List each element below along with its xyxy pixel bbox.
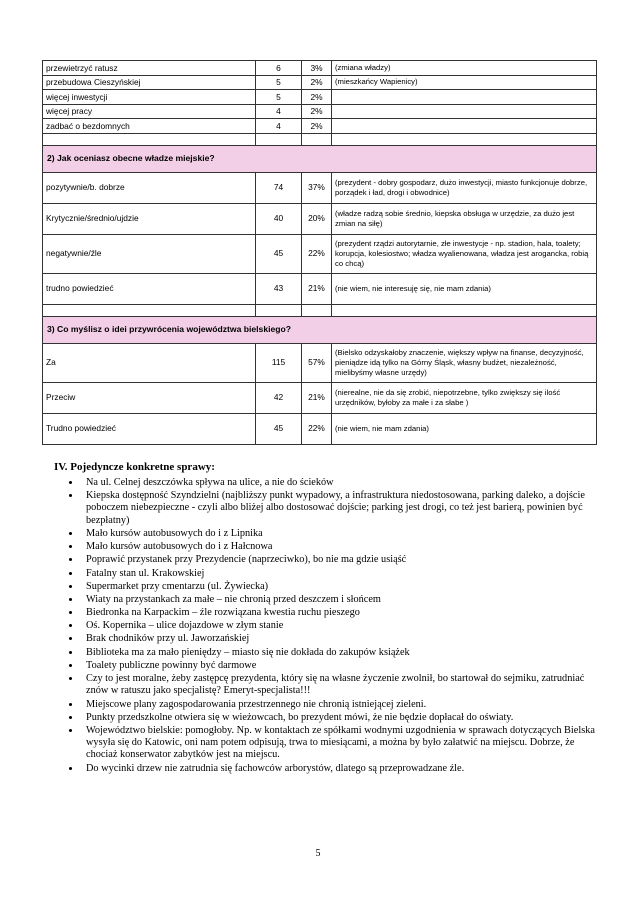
table-row bbox=[43, 273, 597, 304]
row-comment: (mieszkańcy Wapienicy) bbox=[332, 75, 597, 90]
table-row bbox=[43, 172, 597, 203]
row-comment: (nierealne, nie da się zrobić, niepotrzebne, tylko zwiększy się ilość urzędników, byłoby za małe i za słabe ) bbox=[332, 382, 597, 413]
spacer-row bbox=[43, 304, 597, 316]
list-item: • Supermarket przy cmentarzu (ul. Żywiecka) bbox=[81, 581, 601, 593]
list-item: • Biedronka na Karpackim – źle rozwiązana kwestia ruchu pieszego bbox=[81, 607, 601, 619]
row-percent: 2% bbox=[302, 90, 332, 105]
page-number: 5 bbox=[315, 848, 321, 859]
row-comment bbox=[332, 104, 597, 119]
list-item: • Mało kursów autobusowych do i z Hałcnowa bbox=[81, 541, 601, 553]
row-percent: 22% bbox=[302, 234, 332, 273]
row-count: 74 bbox=[256, 172, 302, 203]
row-count: 4 bbox=[256, 104, 302, 119]
question-3-title: 3) Co myślisz o idei przywrócenia województwa bielskiego? bbox=[43, 316, 597, 343]
list-item: • Województwo bielskie: pomogłoby. Np. w kontaktach ze spółkami wodnymi uzgodnienia w sprawach dotyczących Bielska wysyła się do Katowic, oni nam potem odpisują, trwa to miesiącami, a można by było załatwić na miejscu. Dobrze, że chociaż konserwator zabytków jest na miejscu. bbox=[81, 725, 601, 762]
row-comment: (nie wiem, nie mam zdania) bbox=[332, 413, 597, 444]
row-percent: 20% bbox=[302, 203, 332, 234]
table-row bbox=[43, 413, 597, 444]
list-item: • Brak chodników przy ul. Jaworzańskiej bbox=[81, 633, 601, 645]
row-count: 5 bbox=[256, 90, 302, 105]
row-comment: (Bielsko odzyskałoby znaczenie, większy wpływ na finanse, decyzyjność, pieniądze idą tylko na Górny Śląsk, własny budżet, niezależność, mielibyśmy własne urzędy) bbox=[332, 343, 597, 382]
row-count: 45 bbox=[256, 413, 302, 444]
list-item: • Kiepska dostępność Szyndzielni (najbliższy punkt wypadowy, a infrastruktura niedostosowana, parking daleko, a dojście poboczem niebezpieczne - czyli albo bliżej albo dostosować dojście; parking jest drogi, co też jest barierą, powinien być bezpłatny) bbox=[81, 490, 601, 527]
row-comment bbox=[332, 90, 597, 105]
table-row bbox=[43, 382, 597, 413]
row-count: 4 bbox=[256, 119, 302, 134]
list-item: • Czy to jest moralne, żeby zastępcę prezydenta, który się na własne życzenie zwolnił, bo startował do sejmiku, zatrudniać znów w ratuszu jako specjalistę? Emeryt-specjalista!!! bbox=[81, 673, 601, 698]
survey-table bbox=[42, 60, 597, 445]
row-count: 40 bbox=[256, 203, 302, 234]
list-item: • Wiaty na przystankach za małe – nie chronią przed deszczem i słońcem bbox=[81, 594, 601, 606]
question-header-row bbox=[43, 145, 597, 172]
row-count: 5 bbox=[256, 75, 302, 90]
row-percent: 37% bbox=[302, 172, 332, 203]
row-percent: 22% bbox=[302, 413, 332, 444]
row-label: więcej pracy bbox=[43, 104, 256, 119]
row-comment: (zmiana władzy) bbox=[332, 61, 597, 76]
list-item: • Oś. Kopernika – ulice dojazdowe w złym stanie bbox=[81, 620, 601, 632]
table-row bbox=[43, 90, 597, 105]
table-row bbox=[43, 203, 597, 234]
table-row bbox=[43, 75, 597, 90]
question-header-row bbox=[43, 316, 597, 343]
row-comment: (władze radzą sobie średnio, kiepska obsługa w urzędzie, za dużo jest zmian na siłę) bbox=[332, 203, 597, 234]
spacer-row bbox=[43, 133, 597, 145]
row-percent: 2% bbox=[302, 75, 332, 90]
row-comment: (nie wiem, nie interesuję się, nie mam zdania) bbox=[332, 273, 597, 304]
row-count: 115 bbox=[256, 343, 302, 382]
row-label: przewietrzyć ratusz bbox=[43, 61, 256, 76]
row-label: zadbać o bezdomnych bbox=[43, 119, 256, 134]
row-count: 6 bbox=[256, 61, 302, 76]
issues-list bbox=[67, 477, 601, 776]
list-item: • Mało kursów autobusowych do i z Lipnika bbox=[81, 528, 601, 540]
row-percent: 21% bbox=[302, 382, 332, 413]
row-count: 42 bbox=[256, 382, 302, 413]
row-label: Krytycznie/średnio/ujdzie bbox=[43, 203, 256, 234]
row-percent: 57% bbox=[302, 343, 332, 382]
row-percent: 2% bbox=[302, 104, 332, 119]
list-item: • Fatalny stan ul. Krakowskiej bbox=[81, 568, 601, 580]
list-item: • Biblioteka ma za mało pieniędzy – miasto się nie dokłada do zakupów książek bbox=[81, 647, 601, 659]
section-heading: IV. Pojedyncze konkretne sprawy: bbox=[54, 461, 215, 473]
row-count: 43 bbox=[256, 273, 302, 304]
row-comment: (prezydent - dobry gospodarz, dużo inwestycji, miasto funkcjonuje dobrze, porządek i ład, drogi i obwodnice) bbox=[332, 172, 597, 203]
row-label: trudno powiedzieć bbox=[43, 273, 256, 304]
list-item: • Toalety publiczne powinny być darmowe bbox=[81, 660, 601, 672]
list-item: • Do wycinki drzew nie zatrudnia się fachowców arborystów, dlatego są przeprowadzane źle. bbox=[81, 763, 601, 775]
row-comment: (prezydent rządzi autorytarnie, złe inwestycje - np. stadion, hala, toalety; korupcja, kolesiostwo; władza wyalienowana, władza jest arogancka, robią co chcą) bbox=[332, 234, 597, 273]
row-label: pozytywnie/b. dobrze bbox=[43, 172, 256, 203]
list-item: • Miejscowe plany zagospodarowania przestrzennego nie chronią istniejącej zieleni. bbox=[81, 699, 601, 711]
row-label: Przeciw bbox=[43, 382, 256, 413]
row-percent: 3% bbox=[302, 61, 332, 76]
row-label: przebudowa Cieszyńskiej bbox=[43, 75, 256, 90]
row-comment bbox=[332, 119, 597, 134]
table-row bbox=[43, 104, 597, 119]
row-percent: 21% bbox=[302, 273, 332, 304]
row-count: 45 bbox=[256, 234, 302, 273]
question-2-title: 2) Jak oceniasz obecne władze miejskie? bbox=[43, 145, 597, 172]
table-row bbox=[43, 61, 597, 76]
row-label: Za bbox=[43, 343, 256, 382]
row-label: negatywnie/źle bbox=[43, 234, 256, 273]
row-percent: 2% bbox=[302, 119, 332, 134]
table-row bbox=[43, 234, 597, 273]
list-item: • Na ul. Celnej deszczówka spływa na ulice, a nie do ścieków bbox=[81, 477, 601, 489]
table-row bbox=[43, 119, 597, 134]
table-row bbox=[43, 343, 597, 382]
row-label: więcej inwestycji bbox=[43, 90, 256, 105]
row-label: Trudno powiedzieć bbox=[43, 413, 256, 444]
list-item: • Punkty przedszkolne otwiera się w wieżowcach, bo prezydent mówi, że nie będzie dopłacał do oświaty. bbox=[81, 712, 601, 724]
list-item: • Poprawić przystanek przy Prezydencie (naprzeciwko), bo nie ma gdzie usiąść bbox=[81, 554, 601, 566]
